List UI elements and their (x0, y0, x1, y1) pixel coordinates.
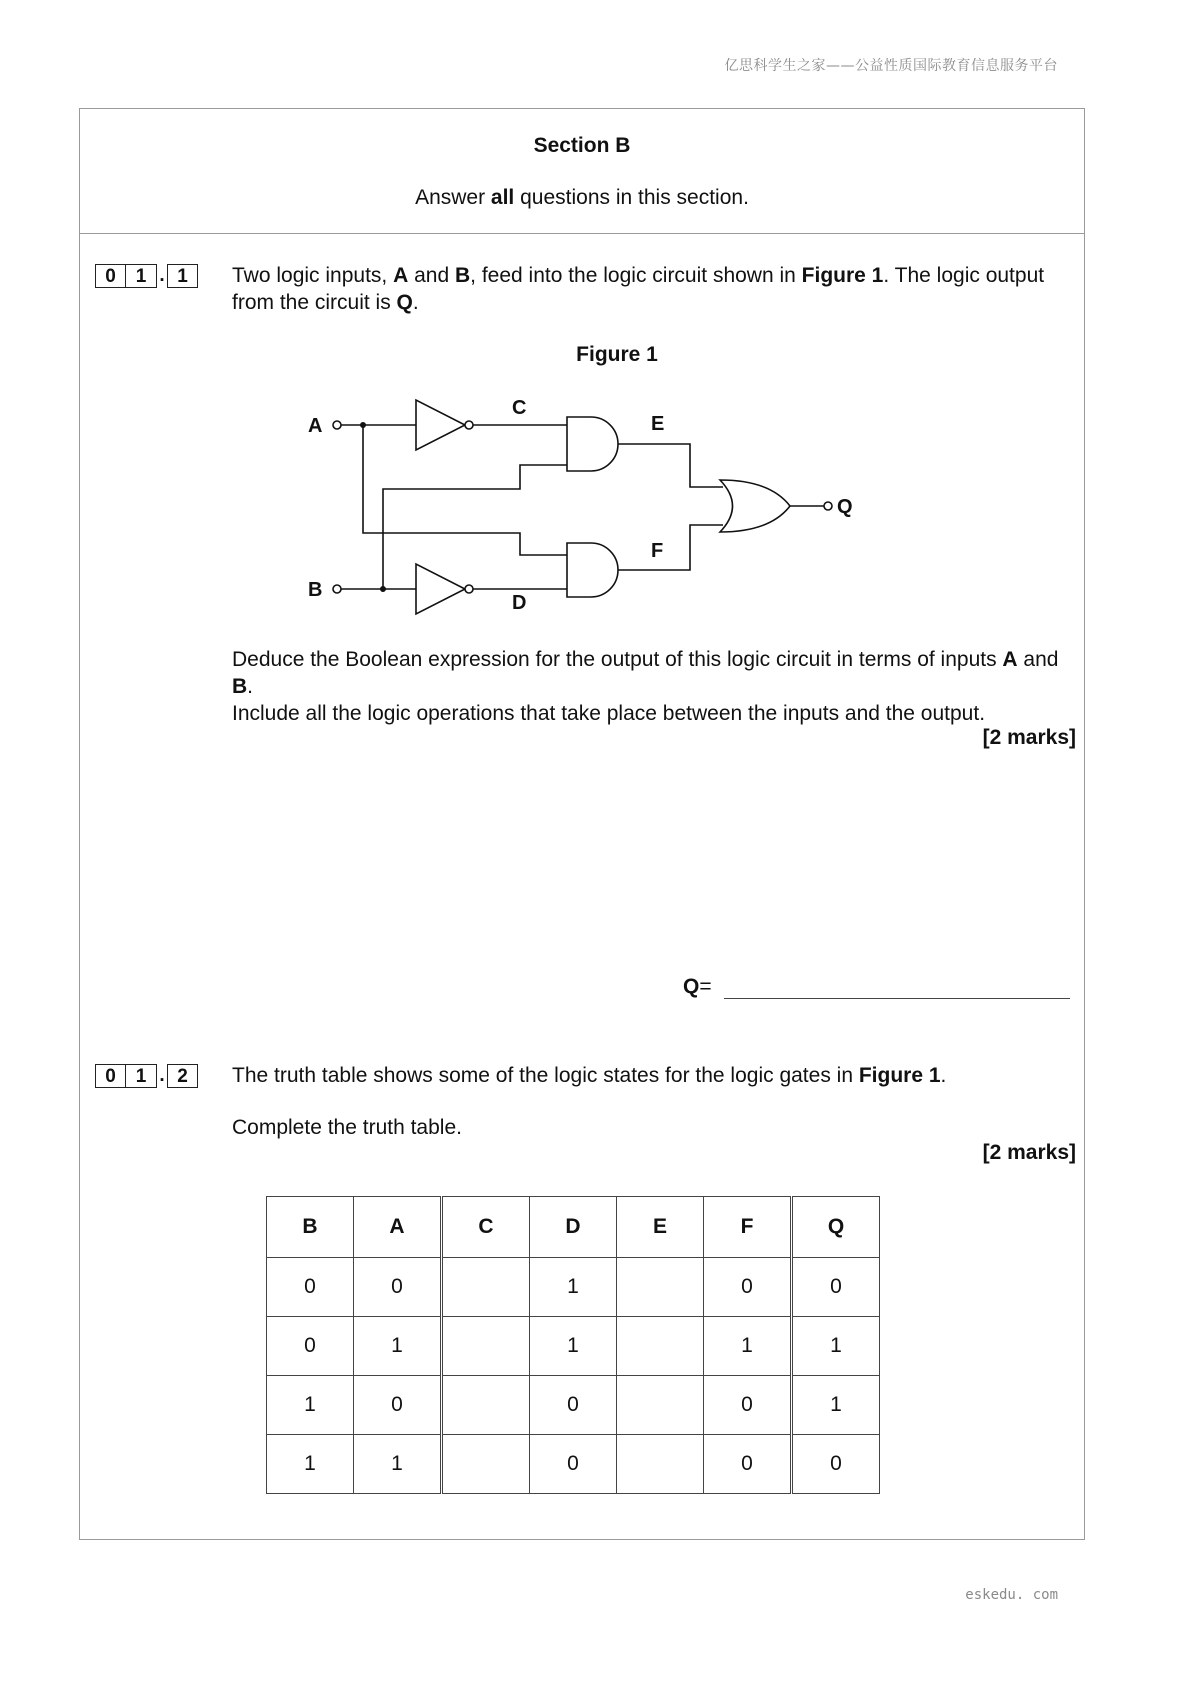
q1-text: , feed into the logic circuit shown in (470, 264, 802, 287)
cell: 1 (530, 1258, 617, 1317)
header-b: B (267, 1197, 354, 1258)
instruction-text-post: questions in this section. (514, 186, 749, 209)
label-f: F (651, 540, 664, 562)
not-gate-c-bubble (465, 421, 473, 429)
q2-text: . (940, 1064, 947, 1087)
input-b-terminal (333, 585, 341, 593)
q2-marks: [2 marks] (982, 1141, 1076, 1164)
table-row (267, 1376, 880, 1435)
table-row (267, 1435, 880, 1494)
qnum-digit: 1 (126, 264, 157, 288)
cell: 0 (704, 1258, 792, 1317)
q2-text: The truth table shows some of the logic states for the logic gates in (232, 1064, 859, 1087)
cell: 1 (267, 1376, 354, 1435)
q1-deduce-a: A (1002, 648, 1018, 671)
qnum-digit: 2 (167, 1064, 198, 1088)
label-c: C (512, 397, 527, 419)
cell: 1 (704, 1317, 792, 1376)
table-row (267, 1317, 880, 1376)
qnum-digit: 1 (167, 264, 198, 288)
truth-table-header-row (267, 1197, 880, 1258)
answer-cell-c[interactable] (442, 1435, 530, 1494)
cell: 1 (354, 1435, 442, 1494)
header-q: Q (792, 1197, 880, 1258)
q1-text: and (408, 264, 455, 287)
footer-watermark: eskedu. com (965, 1587, 1058, 1603)
header-a: A (354, 1197, 442, 1258)
header-d: D (530, 1197, 617, 1258)
output-q-terminal (824, 502, 832, 510)
q1-text: . The logic output from the circuit is (232, 264, 1045, 314)
input-a-terminal (333, 421, 341, 429)
label-q: Q (837, 496, 853, 518)
cell: 1 (792, 1317, 880, 1376)
q1-bold-b: B (454, 264, 471, 287)
answer-cell-c[interactable] (442, 1376, 530, 1435)
cell: 0 (704, 1435, 792, 1494)
qnum-digit: 1 (126, 1064, 157, 1088)
section-title: Section B (533, 134, 631, 157)
answer-blank-field[interactable] (724, 974, 1070, 999)
or-gate-q (720, 480, 790, 532)
and-gate-e (567, 417, 618, 471)
q2-bold-figure: Figure 1 (858, 1064, 941, 1087)
question-number-01-2 (95, 1064, 198, 1088)
cell: 0 (792, 1435, 880, 1494)
header-c: C (442, 1197, 530, 1258)
not-gate-d (416, 564, 465, 614)
q2-complete: Complete the truth table. (232, 1116, 462, 1139)
q1-deduce-text: . (247, 675, 254, 698)
q1-include-text: Include all the logic operations that take place between the inputs and the output. (232, 702, 986, 725)
instruction-text-bold: all (490, 186, 515, 209)
not-gate-d-bubble (465, 585, 473, 593)
label-d: D (512, 592, 527, 614)
answer-equals: = (699, 975, 712, 998)
q1-text: Two logic inputs, (232, 264, 394, 287)
cell: 0 (704, 1376, 792, 1435)
q1-text: . (412, 291, 419, 314)
q1-marks: [2 marks] (982, 726, 1076, 749)
answer-cell-c[interactable] (442, 1258, 530, 1317)
answer-cell-c[interactable] (442, 1317, 530, 1376)
q1-deduce-text: Deduce the Boolean expression for the output of this logic circuit in terms of inputs (232, 648, 1003, 671)
qnum-digit: 0 (95, 1064, 126, 1088)
instruction-text-pre: Answer (415, 186, 491, 209)
q1-bold-figure: Figure 1 (801, 264, 884, 287)
logic-circuit-diagram (80, 109, 1086, 629)
cell: 1 (267, 1435, 354, 1494)
q1-deduce (232, 646, 1082, 727)
cell: 1 (530, 1317, 617, 1376)
cell: 0 (267, 1258, 354, 1317)
qnum-dot: . (159, 1065, 165, 1086)
junction-dot (380, 586, 386, 592)
q1-bold-a: A (393, 264, 409, 287)
cell: 0 (530, 1376, 617, 1435)
cell: 0 (792, 1258, 880, 1317)
watermark-text: 亿思科学生之家——公益性质国际教育信息服务平台 (724, 58, 1058, 74)
table-row (267, 1258, 880, 1317)
q1-deduce-text: and (1017, 648, 1059, 671)
answer-cell-e[interactable] (617, 1435, 704, 1494)
answer-cell-e[interactable] (617, 1376, 704, 1435)
label-b: B (308, 579, 323, 601)
cell: 0 (354, 1258, 442, 1317)
header-f: F (704, 1197, 792, 1258)
q2-prompt (232, 1062, 1082, 1089)
answer-cell-e[interactable] (617, 1317, 704, 1376)
qnum-digit: 0 (95, 264, 126, 288)
cell: 0 (354, 1376, 442, 1435)
question-frame (79, 108, 1085, 1540)
cell: 1 (792, 1376, 880, 1435)
q1-answer-line (683, 974, 1070, 999)
label-a: A (308, 415, 323, 437)
label-e: E (651, 413, 665, 435)
q1-deduce-b: B (232, 675, 248, 698)
truth-table (266, 1196, 880, 1494)
answer-cell-e[interactable] (617, 1258, 704, 1317)
header-e: E (617, 1197, 704, 1258)
figure-title: Figure 1 (576, 343, 658, 366)
cell: 0 (267, 1317, 354, 1376)
q1-bold-q: Q (396, 291, 413, 314)
answer-label: Q (683, 975, 700, 998)
cell: 0 (530, 1435, 617, 1494)
cell: 1 (354, 1317, 442, 1376)
qnum-dot: . (159, 265, 165, 286)
not-gate-c (416, 400, 465, 450)
and-gate-f (567, 543, 618, 597)
